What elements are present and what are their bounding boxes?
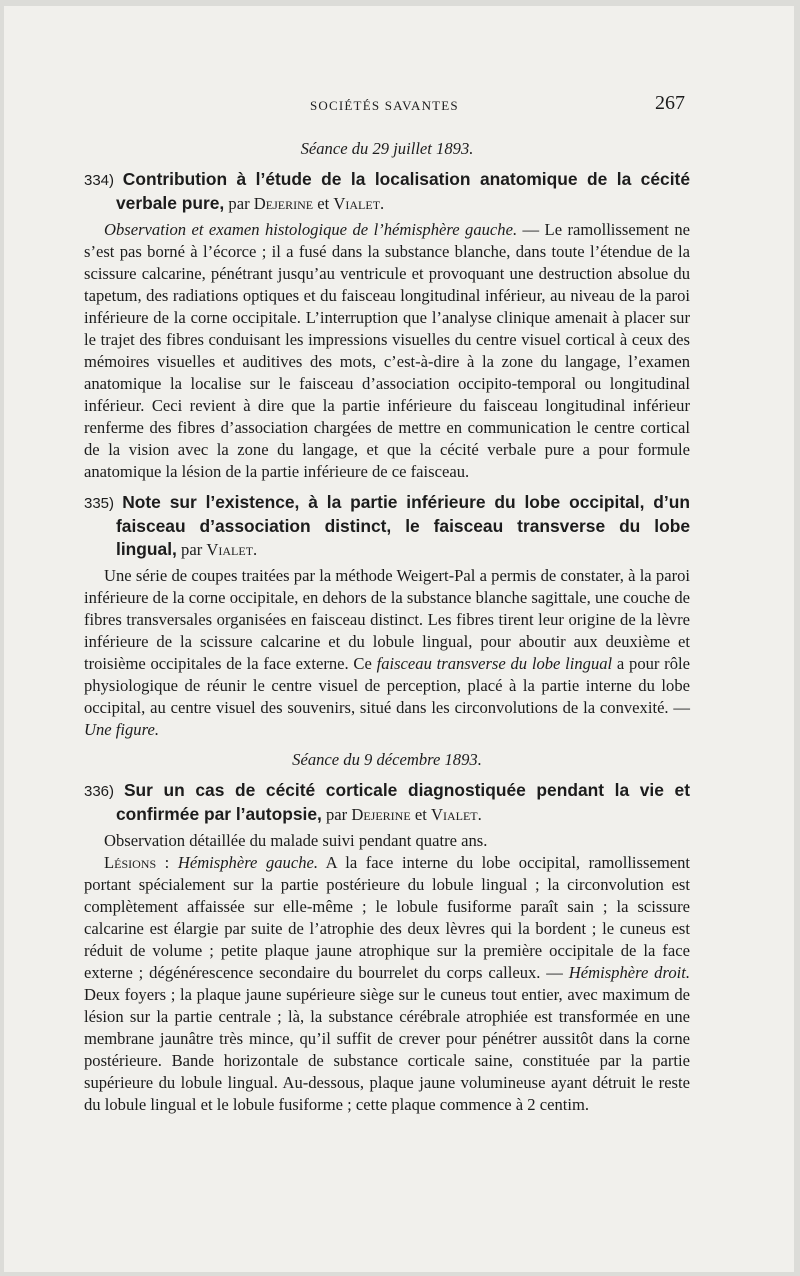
entry-number: 336) (84, 783, 115, 800)
book-page (4, 6, 794, 1272)
entry-number: 334) (84, 172, 115, 189)
author: Dejerine (351, 805, 411, 824)
byline-par: par (181, 540, 203, 559)
session-heading-december: Séance du 9 décembre 1893. (292, 750, 482, 769)
entry-title: Contribution à l’étude de la localisation anatomique de la cécité verbale pure, (116, 169, 690, 213)
entry-number: 335) (84, 495, 115, 512)
paragraph-text: A la face interne du lobe occipital, ramollissement portant spécialement sur la partie postérieure du lobule lingual ; la circonvolution est complètement affaissée sur elle-même ; le lobule fusiforme paraît sain ; la scissure calcarine est élargie par suite de l’atrophie des deux lèvres qui la bordent ; le cuneus est réduit de volume ; petite plaque jaune atrophique sur la première occipitale de la face externe ; dégénérescence secondaire du bourrelet du corps calleux. — (84, 853, 691, 982)
entry-334-paragraph (84, 219, 690, 483)
paragraph-text: a pour rôle physiologique de réunir le centre visuel de perception, placé à la partie interne du lobe occipital, au centre visuel des souvenirs, situé dans les circonvolutions de la convexité. — (84, 654, 690, 717)
entry-335 (84, 491, 690, 741)
entry-334-heading (84, 168, 690, 215)
subheading-italic: Observation et examen histologique de l’hémisphère gauche. (104, 220, 518, 239)
byline-and: et (317, 194, 330, 213)
author: Vialet. (333, 194, 385, 213)
page-number: 267 (655, 92, 685, 114)
paragraph-text: Deux foyers ; la plaque jaune supérieure siège sur le cuneus tout entier, avec maximum de lésion sur la partie centrale ; là, la substance cérébrale atrophiée est transformée en une membrane jaunâtre très mince, qu’il suffit de crever pour pénétrer aussitôt dans la corne postérieure. Bande horizontale de substance corticale saine, constituée par la partie supérieure du lobule lingual. Au-dessous, plaque jaune volumineuse ayant détruit le reste du lobule lingual et le lobule fusiforme ; cette plaque commence à 2 centim. (84, 985, 690, 1114)
left-hemisphere-label: Hémisphère gauche. (177, 853, 319, 872)
lesions-label: Lésions : (104, 853, 170, 872)
author: Dejerine (253, 194, 314, 213)
byline-par: par (228, 194, 250, 213)
figure-note: Une figure. (84, 720, 159, 739)
page-header (4, 94, 794, 118)
entry-334 (84, 168, 690, 483)
running-head: SOCIÉTÉS SAVANTES (310, 98, 459, 113)
author: Vialet. (430, 805, 482, 824)
entry-title: Note sur l’existence, à la partie inférieure du lobe occipital, d’un faisceau d’association distinct, le faisceau transverse du lobe lingual, (116, 492, 690, 559)
entry-336-lesions (84, 852, 690, 1116)
entry-335-paragraph (84, 565, 690, 741)
paragraph-text: — Le ramollissement ne s’est pas borné à l’écorce ; il a fusé dans la substance blanche, dans toute l’étendue de la scissure calcarine, pénétrant jusqu’au ventricule et provoquant une destruction absolue du tapetum, des radiations optiques et du faisceau longitudinal inférieur, au niveau de la paroi inférieure de la corne occipitale. L’interruption que l’analyse clinique amenait à placer sur le trajet des fibres conduisant les impressions visuelles du centre visuel cortical à ceux des mémoires visuelles et auditives des mots, c’est-à-dire à la zone du langage, l’examen anatomique la localise sur le faisceau d’association occipito-temporal ou longitudinal inférieur. Ceci revient à dire que la partie inférieure du faisceau longitudinal inférieur renferme des fibres d’association chargées de mettre en communication le centre cortical de la vision avec la zone du langage, et que la cécité verbale pure a pour formule anatomique la lésion de la partie inférieure de ce faisceau. (84, 220, 690, 481)
italic-term: faisceau transverse du lobe lingual (376, 654, 613, 673)
entry-336 (84, 779, 690, 1116)
entry-335-heading (84, 491, 690, 561)
entry-title: Sur un cas de cécité corticale diagnostiquée pendant la vie et confirmée par l’autopsie, (116, 780, 690, 824)
byline-par: par (326, 805, 348, 824)
right-hemisphere-label: Hémisphère droit. (568, 963, 690, 982)
paragraph-text: Une série de coupes traitées par la méthode Weigert-Pal a permis de constater, à la paroi inférieure de la corne occipitale, en dehors de la substance blanche sagittale, une couche de fibres transversales organisées en faisceau distinct. Les fibres tirent leur origine de la lèvre inférieure de la scissure calcarine et du lobule lingual, pour aboutir aux deuxième et troisième occipitales de la face externe. Ce (84, 566, 690, 673)
entry-336-intro: Observation détaillée du malade suivi pendant quatre ans. (104, 831, 488, 850)
author: Vialet. (206, 540, 258, 559)
session-heading-july: Séance du 29 juillet 1893. (300, 139, 474, 158)
entry-336-heading (84, 779, 690, 826)
byline-and: et (414, 805, 427, 824)
page-body (84, 134, 690, 1116)
